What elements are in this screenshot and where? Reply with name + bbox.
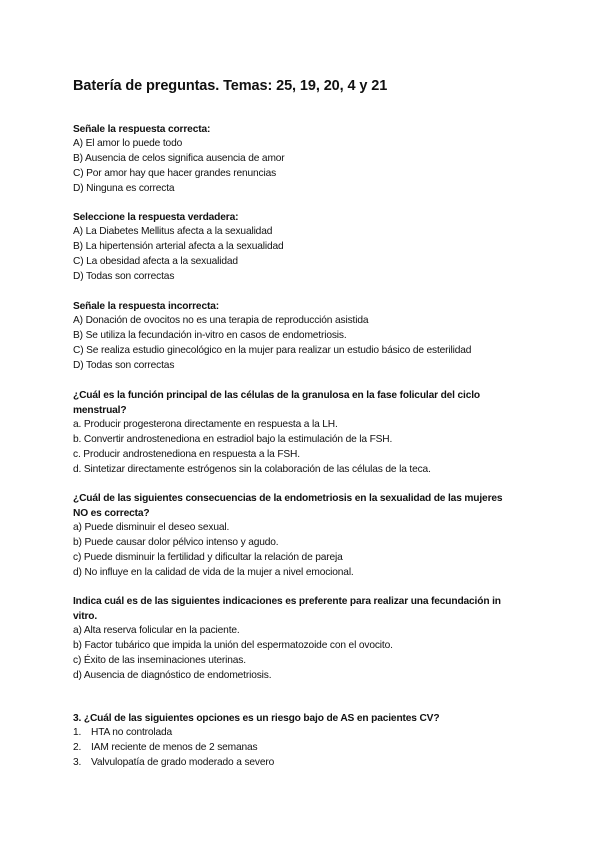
answer-option: D) Todas son correctas <box>73 270 175 282</box>
answer-option: d) No influye en la calidad de vida de la mujer a nivel emocional. <box>73 566 354 578</box>
question-stem: Señale la respuesta correcta: <box>73 124 211 135</box>
answer-option: A) Donación de ovocitos no es una terapia de reproducción asistida <box>73 315 369 326</box>
answer-option: B) Se utiliza la fecundación in-vitro en casos de endometriosis. <box>73 329 347 341</box>
question-3 <box>73 299 543 374</box>
option-text: HTA no controlada <box>91 727 173 738</box>
question-7 <box>73 711 543 771</box>
answer-option: d) Ausencia de diagnóstico de endometriosis. <box>73 669 272 681</box>
numbered-option <box>73 726 543 741</box>
answer-option: c) Éxito de las inseminaciones uterinas. <box>73 654 246 666</box>
answer-option: A) El amor lo puede todo <box>73 138 183 149</box>
question-5 <box>73 491 543 581</box>
question-stem-line-1: ¿Cuál es la función principal de las células de la granulosa en la fase folicular del ciclo <box>73 390 481 401</box>
answer-option: B) Ausencia de celos significa ausencia de amor <box>73 152 285 164</box>
option-number: 2. <box>73 741 82 753</box>
question-stem-line-2: vitro. <box>73 611 98 622</box>
question-stem: Señale la respuesta incorrecta: <box>73 301 219 312</box>
answer-option: B) La hipertensión arterial afecta a la sexualidad <box>73 240 284 252</box>
answer-option: C) Se realiza estudio ginecológico en la mujer para realizar un estudio básico de esterilidad <box>73 344 472 356</box>
answer-option: a) Puede disminuir el deseo sexual. <box>73 522 230 533</box>
answer-option: b) Factor tubárico que impida la unión del espermatozoide con el ovocito. <box>73 639 393 651</box>
question-stem: Seleccione la respuesta verdadera: <box>73 212 239 223</box>
option-text: IAM reciente de menos de 2 semanas <box>91 741 258 753</box>
question-stem-line-2: menstrual? <box>73 405 127 416</box>
question-6 <box>73 594 543 684</box>
answer-option: c. Producir androstenediona en respuesta a la FSH. <box>73 448 300 460</box>
answer-option: C) La obesidad afecta a la sexualidad <box>73 255 238 267</box>
option-text: Valvulopatía de grado moderado a severo <box>91 756 275 768</box>
answer-option: c) Puede disminuir la fertilidad y dificultar la relación de pareja <box>73 551 343 563</box>
numbered-option <box>73 756 543 771</box>
question-stem-line-2: NO es correcta? <box>73 508 150 519</box>
answer-option: d. Sintetizar directamente estrógenos sin la colaboración de las células de la teca. <box>73 463 431 475</box>
page-title: Batería de preguntas. Temas: 25, 19, 20, 4 y 21 <box>73 78 388 94</box>
answer-option: b) Puede causar dolor pélvico intenso y agudo. <box>73 536 279 548</box>
question-stem-line-1: ¿Cuál de las siguientes consecuencias de la endometriosis en la sexualidad de las mujeres <box>73 493 503 504</box>
answer-option: b. Convertir androstenediona en estradiol bajo la estimulación de la FSH. <box>73 433 393 445</box>
question-stem-line-1: Indica cuál es de las siguientes indicaciones es preferente para realizar una fecundación in <box>73 596 501 607</box>
question-2 <box>73 210 543 285</box>
question-4 <box>73 388 543 478</box>
numbered-option <box>73 741 543 756</box>
option-number: 3. <box>73 756 82 768</box>
question-1 <box>73 122 543 197</box>
answer-option: A) La Diabetes Mellitus afecta a la sexualidad <box>73 226 273 237</box>
answer-option: C) Por amor hay que hacer grandes renuncias <box>73 167 277 179</box>
question-stem: 3. ¿Cuál de las siguientes opciones es un riesgo bajo de AS en pacientes CV? <box>73 713 440 724</box>
answer-option: a. Producir progesterona directamente en respuesta a la LH. <box>73 419 338 430</box>
answer-option: a) Alta reserva folicular en la paciente. <box>73 625 240 636</box>
answer-option: D) Ninguna es correcta <box>73 182 175 194</box>
answer-option: D) Todas son correctas <box>73 359 175 371</box>
option-number: 1. <box>73 727 82 738</box>
